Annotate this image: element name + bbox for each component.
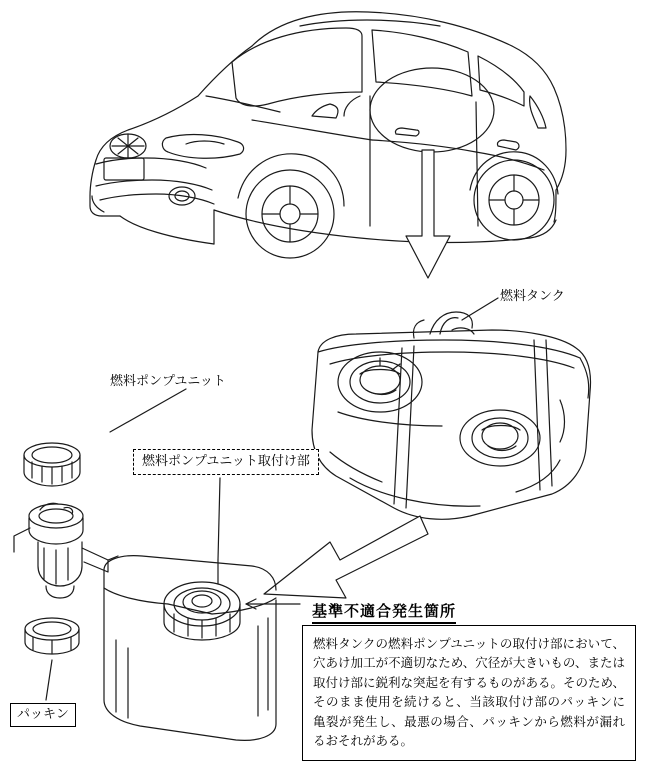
notice-title: 基準不適合発生箇所 xyxy=(312,600,456,624)
vehicle-callout-ellipse xyxy=(370,68,494,152)
label-pump-mounting-area: 燃料ポンプユニット取付け部 xyxy=(133,449,319,475)
leader-packing xyxy=(46,660,52,700)
fuel-tank-drawing xyxy=(312,312,590,519)
lock-ring-drawing xyxy=(24,443,80,486)
arrow-vehicle-to-tank xyxy=(406,150,450,278)
label-fuel-tank: 燃料タンク xyxy=(500,289,565,304)
leader-mount-area xyxy=(218,478,220,560)
label-packing: パッキン xyxy=(10,703,76,727)
label-fuel-pump-unit: 燃料ポンプユニット xyxy=(110,374,226,389)
vehicle-drawing xyxy=(90,12,566,258)
fuel-pump-unit-drawing xyxy=(14,503,118,598)
notice-body: 燃料タンクの燃料ポンプユニットの取付け部において、穴あけ加工が不適切なため、穴径が大きいもの、または取付け部に鋭利な突起を有するものがある。そのため、そのまま使用を続けると、当該取付け部のパッキンに亀裂が発生し、最悪の場合、パッキンから燃料が漏れるおそれがある。 xyxy=(313,636,626,748)
notice-box xyxy=(302,625,636,761)
leader-fuel-tank xyxy=(462,298,498,320)
packing-gasket-drawing xyxy=(25,618,79,654)
leader-pump-unit xyxy=(110,389,186,432)
tank-detail-drawing xyxy=(104,556,276,741)
arrow-tank-to-detail xyxy=(264,516,428,598)
